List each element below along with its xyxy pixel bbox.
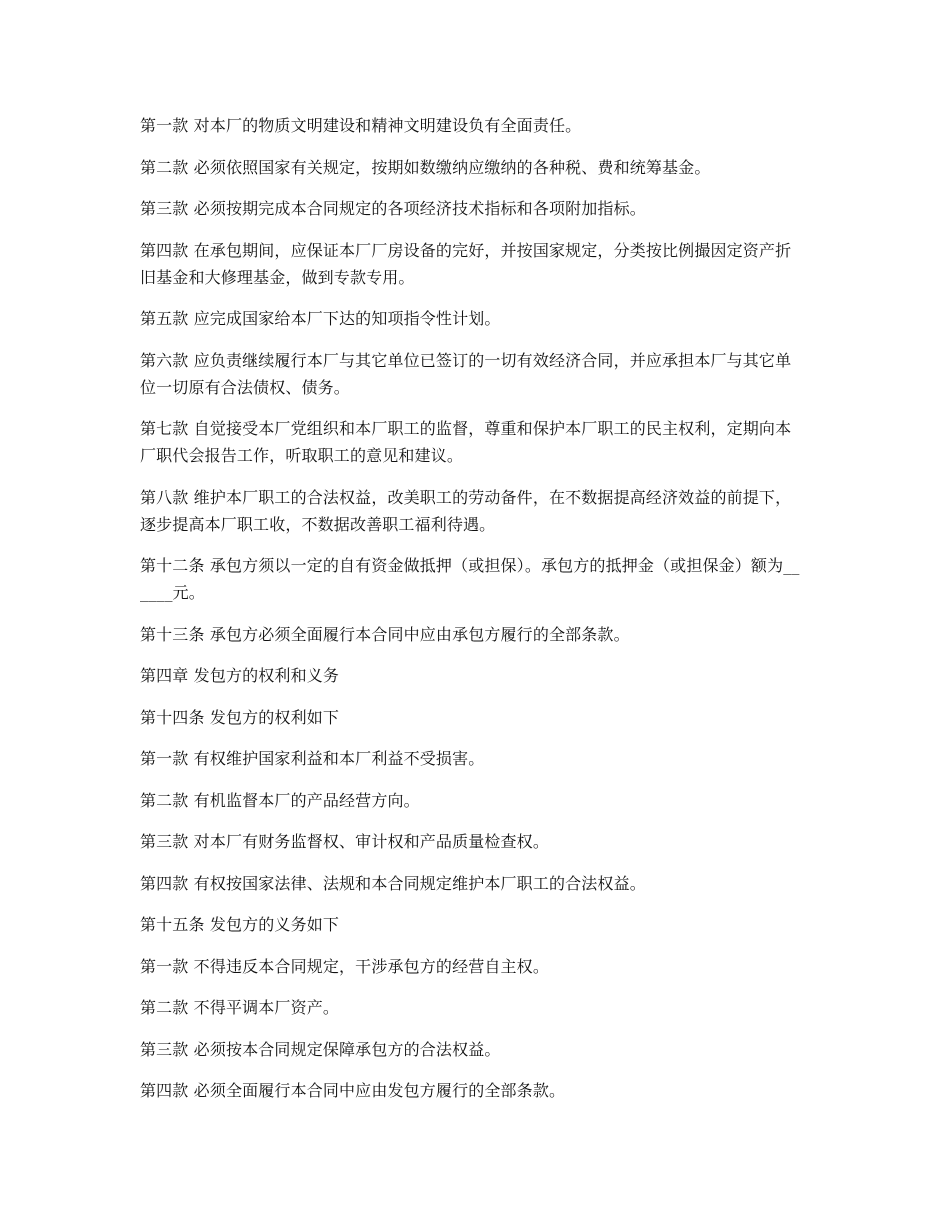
article-15-clause-1: 第一款 不得违反本合同规定，干涉承包方的经营自主权。 — [140, 956, 549, 976]
clause-1-responsibility: 第一款 对本厂的物质文明建设和精神文明建设负有全面责任。 — [140, 116, 582, 135]
article-15-heading: 第十五条 发包方的义务如下 — [140, 915, 340, 934]
article-14-heading: 第十四条 发包方的权利如下 — [140, 707, 340, 727]
clause-5-plans: 第五款 应完成国家给本厂下达的知项指令性计划。 — [140, 309, 501, 328]
clause-6-contracts: 第六款 应负责继续履行本厂与其它单位已签订的一切有效经济合同，并应承担本厂与其它单位一切原有合法债权、债务。 — [140, 350, 792, 397]
clause-7-supervision: 第七款 自觉接受本厂党组织和本厂职工的监督，尊重和保护本厂职工的民主权利，定期向本厂职代会报告工作，听取职工的意见和建议。 — [140, 419, 792, 465]
article-15-clause-4: 第四款 必须全面履行本合同中应由发包方履行的全部条款。 — [140, 1081, 566, 1100]
clause-3-indicators: 第三款 必须按期完成本合同规定的各项经济技术指标和各项附加指标。 — [140, 199, 646, 218]
article-13-obligations: 第十三条 承包方必须全面履行本合同中应由承包方履行的全部条款。 — [140, 624, 630, 644]
chapter-4-heading: 第四章 发包方的权利和义务 — [140, 666, 340, 685]
clause-4-equipment: 第四款 在承包期间，应保证本厂厂房设备的完好，并按国家规定，分类按比例撮因定资产折旧基金和大修理基金，做到专款专用。 — [140, 240, 792, 287]
article-15-clause-3: 第三款 必须按本合同规定保障承包方的合法权益。 — [140, 1039, 501, 1059]
article-12-deposit: 第十二条 承包方须以一定的自有资金做抵押（或担保）。承包方的抵押金（或担保金）额为______元。 — [140, 556, 800, 602]
article-14-clause-2: 第二款 有机监督本厂的产品经营方向。 — [140, 790, 420, 810]
clause-2-taxes: 第二款 必须依照国家有关规定，按期如数缴纳应缴纳的各种税、费和统筹基金。 — [140, 157, 711, 177]
article-14-clause-4: 第四款 有权按国家法律、法规和本合同规定维护本厂职工的合法权益。 — [140, 873, 646, 893]
clause-8-employee-rights: 第八款 维护本厂职工的合法权益，改美职工的劳动备件，在不数据提高经济效益的前提下，逐步提高本厂职工收，不数据改善职工福利待遇。 — [140, 487, 792, 534]
document-body — [140, 112, 805, 1119]
article-14-clause-3: 第三款 对本厂有财务监督权、审计权和产品质量检查权。 — [140, 832, 549, 851]
article-15-clause-2: 第二款 不得平调本厂资产。 — [140, 998, 340, 1017]
article-14-clause-1: 第一款 有权维护国家利益和本厂利益不受损害。 — [140, 749, 485, 768]
